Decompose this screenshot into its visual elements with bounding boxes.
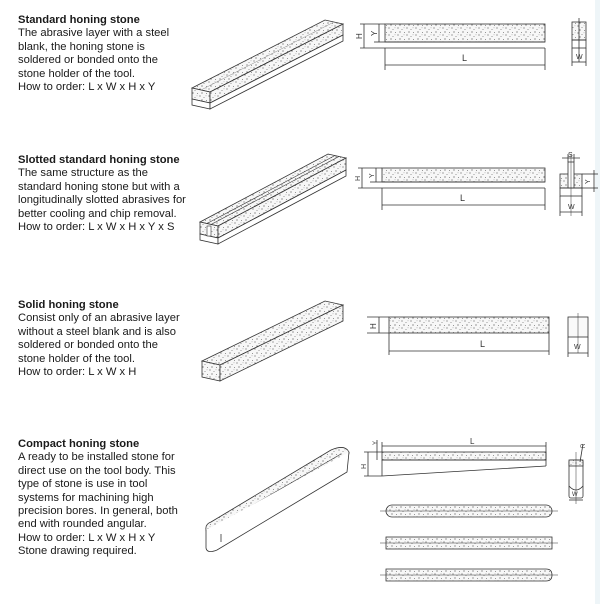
side-view-drawing [352, 165, 552, 220]
side-view-drawing [352, 20, 552, 75]
section-solid-honing-stone [0, 285, 600, 430]
end-view-drawing [554, 152, 600, 220]
dim-l: L [460, 193, 466, 203]
section-slotted-honing-stone [0, 140, 600, 285]
description-block [18, 299, 203, 379]
desc-line: end with rounded angular. [18, 518, 147, 531]
order-formula: How to order: L x W x H x Y x S [18, 221, 175, 234]
dim-w: W [576, 54, 583, 61]
desc-line: direct use on the tool body. This [18, 464, 176, 477]
order-formula: How to order: L x W x H [18, 366, 137, 379]
description-block [18, 14, 203, 94]
description-block [18, 438, 203, 559]
dim-h: H [369, 323, 378, 329]
desc-line: stone holder of the tool. [18, 67, 135, 80]
desc-line: Consist only of an abrasive layer [18, 312, 180, 325]
desc-line: better cooling and chip removal. [18, 207, 177, 220]
desc-line: The same structure as the [18, 167, 148, 180]
dim-w: W [574, 344, 581, 351]
section-compact-honing-stone [0, 430, 600, 604]
drawing-note: Stone drawing required. [18, 545, 137, 558]
desc-line: soldered or bonded onto the [18, 54, 158, 67]
desc-line: type of stone is use in tool [18, 478, 148, 491]
dim-s: S [568, 152, 573, 159]
isometric-drawing [198, 152, 348, 247]
side-view-drawing [360, 436, 555, 494]
end-shape-variant-square [380, 534, 560, 552]
section-title: Standard honing stone [18, 14, 140, 26]
dim-l: L [470, 437, 475, 446]
desc-line: systems for machining high [18, 491, 154, 504]
dim-h: H [361, 463, 368, 469]
section-standard-honing-stone [0, 0, 600, 140]
end-shape-variant-rounded-one [380, 566, 560, 584]
desc-line: blank, the honing stone is [18, 40, 145, 53]
desc-line: soldered or bonded onto the [18, 339, 158, 352]
dim-y-end: Y [585, 179, 592, 184]
description-block [18, 154, 203, 234]
desc-line: longitudinally slotted abrasives for [18, 194, 186, 207]
desc-line: without a steel blank and is also [18, 325, 176, 338]
dim-y: Y [369, 173, 376, 178]
side-view-drawing [365, 313, 555, 363]
desc-line: standard honing stone but with a [18, 180, 180, 193]
end-view-drawing [565, 313, 590, 361]
order-formula: How to order: L x W x H x Y [18, 81, 156, 94]
section-title: Solid honing stone [18, 299, 119, 311]
dim-w: W [572, 492, 578, 498]
section-title: Slotted standard honing stone [18, 154, 180, 166]
order-formula: How to order: L x W x H x Y [18, 531, 156, 544]
dim-r: R [581, 443, 587, 448]
end-view-drawing [568, 18, 590, 70]
desc-line: precision bores. In general, both [18, 505, 178, 518]
desc-line: The abrasive layer with a steel [18, 27, 170, 40]
end-shape-variant-rounded-both [380, 502, 560, 520]
desc-line: stone holder of the tool. [18, 352, 135, 365]
dim-l: L [462, 53, 468, 63]
dim-l: L [480, 339, 486, 349]
section-title: Compact honing stone [18, 438, 140, 450]
dim-w: W [568, 204, 575, 211]
isometric-drawing [190, 18, 345, 113]
dim-y: Y [373, 440, 379, 445]
dim-h: H [355, 175, 362, 181]
desc-line: A ready to be installed stone for [18, 451, 175, 464]
isometric-drawing [200, 299, 345, 384]
isometric-drawing [203, 442, 353, 554]
end-view-drawing [566, 434, 590, 508]
dim-y: Y [370, 30, 379, 36]
dim-h: H [355, 33, 364, 39]
